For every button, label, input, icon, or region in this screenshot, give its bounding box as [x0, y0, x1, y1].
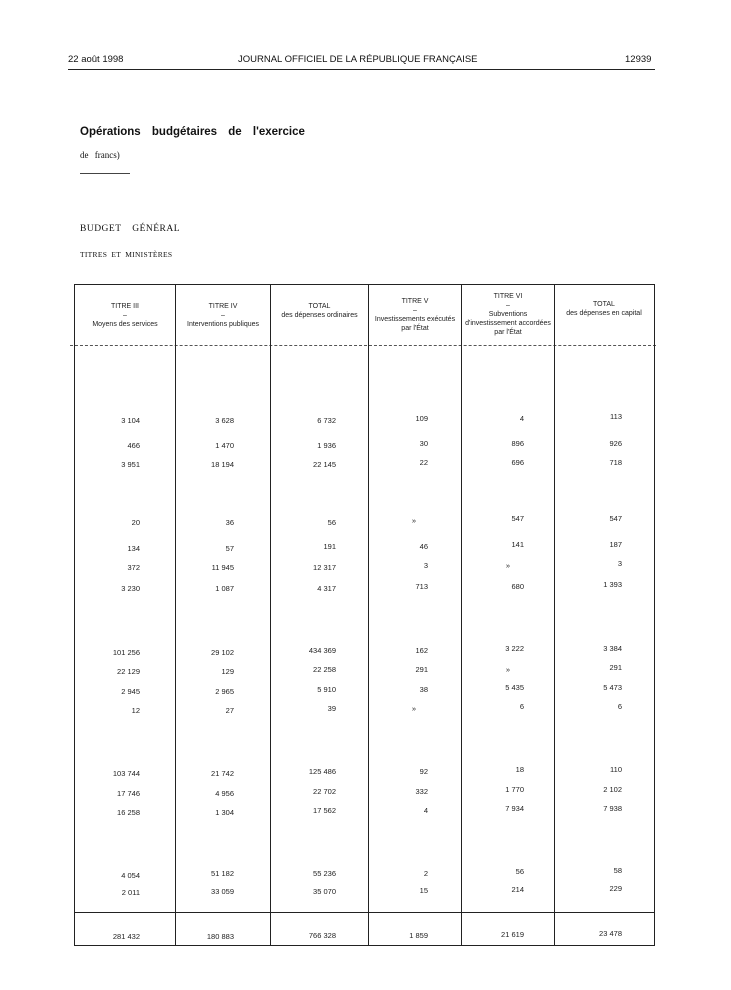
- table-cell: 57: [225, 544, 234, 553]
- table-cell: 547: [609, 514, 622, 523]
- table-cell: 129: [221, 667, 234, 676]
- table-cell: 3 628: [215, 416, 234, 425]
- table-cell: 2 102: [603, 785, 622, 794]
- table-cell: 5 435: [505, 683, 524, 692]
- total-cell: 23 478: [599, 929, 622, 938]
- total-cell: 766 328: [308, 931, 336, 940]
- table-cell: 2 965: [215, 687, 234, 696]
- table-column-divider: [368, 284, 369, 946]
- table-header-rule: [70, 345, 656, 346]
- budget-table: [74, 284, 654, 946]
- table-cell: 55 236: [313, 869, 336, 878]
- header-journal-title: JOURNAL OFFICIEL DE LA RÉPUBLIQUE FRANÇAISE: [238, 54, 478, 65]
- table-cell: 56: [515, 867, 524, 876]
- table-cell: 6 732: [317, 416, 336, 425]
- table-cell: 718: [609, 458, 622, 467]
- table-total-rule: [74, 912, 654, 913]
- table-cell: 15: [419, 886, 428, 895]
- table-cell: 58: [613, 866, 622, 875]
- table-cell: 7 938: [603, 804, 622, 813]
- table-bottom-rule: [74, 945, 654, 946]
- header-page-number: 12939: [625, 54, 652, 65]
- total-cell: 21 619: [501, 930, 524, 939]
- column-header-total-capital: TOTAL des dépenses en capital: [566, 301, 642, 317]
- table-cell: 22: [419, 458, 428, 467]
- budget-heading: BUDGET GÉNÉRAL: [80, 224, 181, 234]
- table-cell: 229: [609, 884, 622, 893]
- table-cell: 3 951: [121, 460, 140, 469]
- table-cell: 3 104: [121, 416, 140, 425]
- table-cell: 6: [519, 702, 524, 711]
- table-cell: 16 258: [117, 808, 140, 817]
- table-cell: 17 746: [117, 789, 140, 798]
- table-cell: 39: [327, 704, 336, 713]
- table-cell: 5 473: [603, 683, 622, 692]
- table-cell: 35 070: [313, 887, 336, 896]
- table-cell: 3: [423, 561, 428, 570]
- table-cell: 7 934: [505, 804, 524, 813]
- table-cell: 1 470: [215, 441, 234, 450]
- table-cell: 4 317: [317, 584, 336, 593]
- table-cell: 22 129: [117, 667, 140, 676]
- section-subtitle: de francs): [80, 150, 120, 160]
- table-cell: 332: [415, 787, 428, 796]
- table-cell: 1 936: [317, 441, 336, 450]
- table-cell: 191: [323, 542, 336, 551]
- table-cell: 1 304: [215, 808, 234, 817]
- table-cell: 22 145: [313, 460, 336, 469]
- table-cell: »: [411, 516, 416, 525]
- table-cell: 113: [610, 412, 622, 421]
- table-cell: 110: [610, 765, 622, 774]
- table-cell: 56: [327, 518, 336, 527]
- table-cell: 713: [415, 582, 428, 591]
- table-cell: 547: [511, 514, 524, 523]
- table-cell: 291: [609, 663, 622, 672]
- table-column-divider: [461, 284, 462, 946]
- table-cell: 18 194: [211, 460, 234, 469]
- table-cell: 21 742: [211, 769, 234, 778]
- table-column-divider: [554, 284, 555, 946]
- table-cell: 18: [515, 765, 524, 774]
- table-cell: 92: [419, 767, 428, 776]
- table-cell: 22 702: [313, 787, 336, 796]
- total-cell: 281 432: [112, 932, 140, 941]
- table-cell: 696: [511, 458, 524, 467]
- titres-heading: TITRES ET MINISTÈRES: [80, 250, 173, 259]
- table-cell: 3 222: [505, 644, 524, 653]
- table-column-divider: [175, 284, 176, 946]
- table-cell: 134: [127, 544, 140, 553]
- table-cell: 680: [511, 582, 524, 591]
- table-cell: 38: [419, 685, 428, 694]
- total-cell: 1 859: [409, 931, 428, 940]
- table-cell: 3 384: [603, 644, 622, 653]
- table-column-divider: [270, 284, 271, 946]
- table-cell: 33 059: [211, 887, 234, 896]
- table-cell: 291: [415, 665, 428, 674]
- table-cell: 926: [609, 439, 622, 448]
- table-cell: »: [505, 665, 510, 674]
- subtitle-rule: [80, 173, 130, 174]
- table-cell: 5 910: [317, 685, 336, 694]
- table-cell: 141: [511, 540, 524, 549]
- table-cell: »: [411, 704, 416, 713]
- table-cell: 4 054: [121, 871, 140, 880]
- table-cell: 6: [617, 702, 622, 711]
- table-cell: 17 562: [313, 806, 336, 815]
- section-title: Opérations budgétaires de l'exercice: [80, 126, 305, 138]
- table-cell: 109: [415, 414, 428, 423]
- header-date: 22 août 1998: [68, 54, 124, 65]
- table-cell: 187: [609, 540, 622, 549]
- table-cell: 12 317: [313, 563, 336, 572]
- table-cell: 12: [131, 706, 140, 715]
- table-right-border: [654, 284, 655, 946]
- table-cell: 36: [225, 518, 234, 527]
- column-header-total-ordinaires: TOTAL des dépenses ordinaires: [281, 303, 358, 319]
- header-rule: [68, 69, 655, 70]
- table-cell: 27: [225, 706, 234, 715]
- table-left-border: [74, 284, 75, 946]
- column-header-titre-iv: TITRE IV – Interventions publiques: [187, 303, 259, 328]
- table-cell: 4: [423, 806, 428, 815]
- table-cell: 162: [415, 646, 428, 655]
- table-cell: 434 369: [308, 646, 336, 655]
- column-header-titre-vi: TITRE VI – Subventions d'investissement accordées par l'État: [465, 293, 551, 336]
- table-cell: 2: [423, 869, 428, 878]
- table-cell: 101 256: [112, 648, 140, 657]
- table-cell: 214: [511, 885, 524, 894]
- table-cell: 372: [127, 563, 140, 572]
- table-cell: 30: [419, 439, 428, 448]
- table-cell: 3 230: [121, 584, 140, 593]
- table-cell: 46: [419, 542, 428, 551]
- table-cell: 51 182: [211, 869, 234, 878]
- table-cell: 4 956: [215, 789, 234, 798]
- table-cell: 4: [519, 414, 524, 423]
- total-cell: 180 883: [206, 932, 234, 941]
- table-cell: »: [505, 561, 510, 570]
- table-cell: 20: [131, 518, 140, 527]
- table-cell: 1 770: [505, 785, 524, 794]
- table-cell: 3: [617, 559, 622, 568]
- table-cell: 125 486: [308, 767, 336, 776]
- table-cell: 1 393: [603, 580, 622, 589]
- table-cell: 466: [127, 441, 140, 450]
- table-cell: 1 087: [215, 584, 234, 593]
- table-top-rule: [74, 284, 654, 285]
- table-cell: 22 258: [313, 665, 336, 674]
- table-cell: 896: [511, 439, 524, 448]
- table-cell: 29 102: [211, 648, 234, 657]
- table-cell: 11 945: [211, 563, 234, 572]
- table-cell: 2 011: [121, 888, 140, 897]
- table-cell: 103 744: [112, 769, 140, 778]
- column-header-titre-v: TITRE V – Investissements exécutés par l'État: [374, 298, 456, 332]
- column-header-titre-iii: TITRE III – Moyens des services: [92, 303, 158, 328]
- table-cell: 2 945: [121, 687, 140, 696]
